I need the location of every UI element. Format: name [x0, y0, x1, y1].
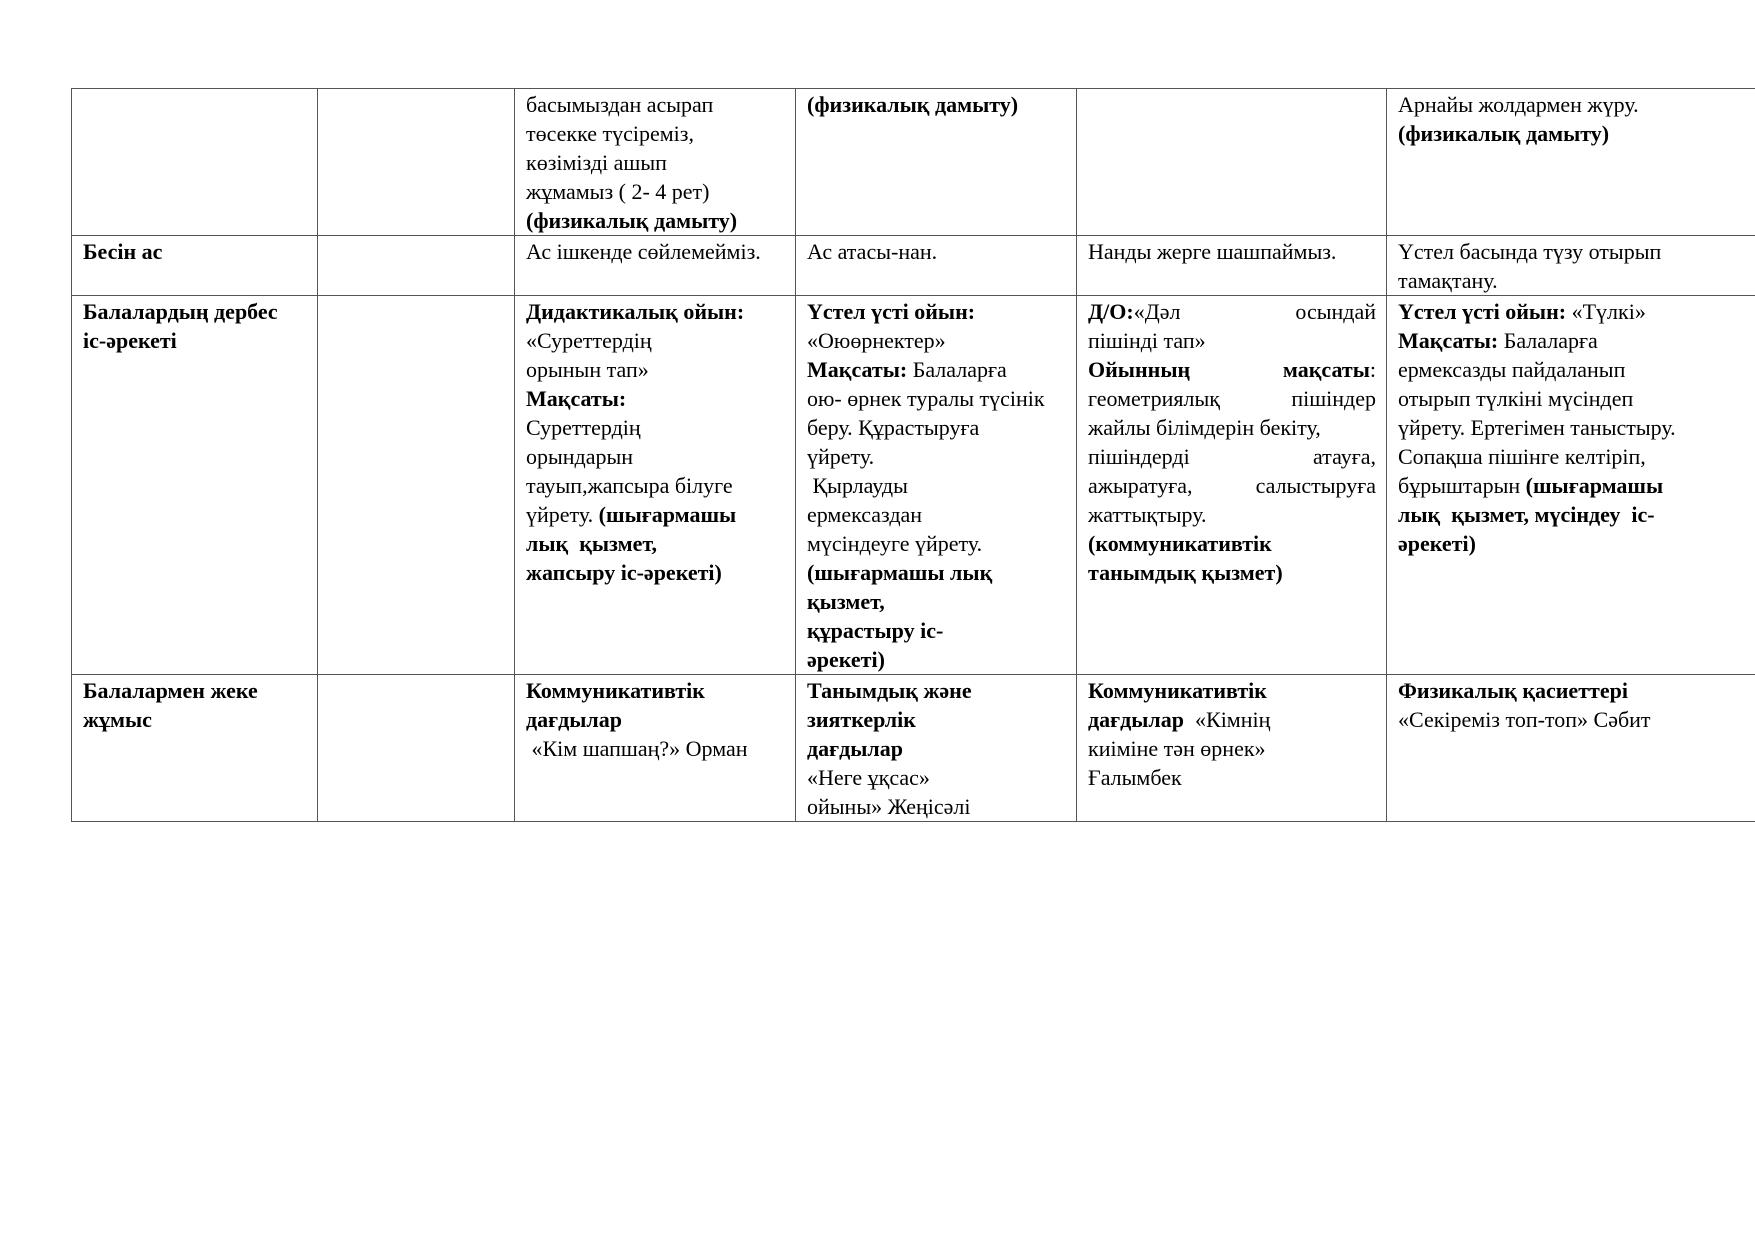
- cell-line: [1088, 297, 1376, 326]
- cell-text: ермексазды пайдаланып: [1398, 357, 1626, 382]
- cell-text: Ғалымбек: [1088, 765, 1182, 790]
- table-cell: [796, 296, 1077, 675]
- cell-bold-text: (физикалық дамыту): [1398, 121, 1610, 146]
- cell-text: көзімізді ашып: [526, 150, 667, 175]
- row-label-text: іс-әрекеті: [83, 328, 177, 353]
- cell-text: орындарын: [526, 444, 634, 469]
- cell-line: [1088, 355, 1376, 384]
- table-cell: Ас атасы-нан.: [796, 236, 1077, 296]
- table-row: [72, 236, 1755, 296]
- cell-line: [1088, 384, 1376, 413]
- cell-text: Қырлауды: [807, 473, 908, 498]
- cell-text: салыстыруға: [1255, 473, 1376, 498]
- cell-text: жұмамыз ( 2- 4 рет): [526, 179, 710, 204]
- table-cell: [515, 675, 796, 822]
- cell-text: жаттықтыру.: [1088, 502, 1207, 527]
- cell-line: [1398, 297, 1751, 326]
- table-cell: [1387, 675, 1755, 822]
- cell-heading: Үстел үсті ойын:: [1398, 299, 1567, 324]
- cell-text: пішіндерді: [1088, 444, 1190, 469]
- schedule-table: [71, 88, 1755, 822]
- table-cell: [1077, 296, 1387, 675]
- table-cell: Нанды жерге шашпаймыз.: [1077, 236, 1387, 296]
- cell-text: орынын тап»: [526, 357, 649, 382]
- goal-label: мақсаты: [1282, 357, 1370, 382]
- cell-text: ойыны» Жеңісәлі: [807, 794, 971, 819]
- cell-text: «Неге ұқсас»: [807, 765, 930, 790]
- cell-bold-text: Танымдық және: [807, 678, 972, 703]
- cell-text: тауып,жапсыра білуге: [526, 473, 733, 498]
- cell-line: [1398, 326, 1751, 355]
- empty-cell: [318, 296, 515, 675]
- table-cell: [1387, 89, 1755, 236]
- cell-text: Арнайы жолдармен жүру.: [1398, 92, 1639, 117]
- cell-bold-text: лық қызмет,: [526, 531, 657, 556]
- cell-bold-text: дағдылар: [526, 707, 623, 732]
- cell-bold-text: (шығармашы лық: [807, 560, 993, 585]
- cell-text: Суреттердің: [526, 415, 641, 440]
- cell-text: Балаларға: [1503, 328, 1598, 353]
- empty-cell: [318, 675, 515, 822]
- cell-text: пішінді тап»: [1088, 328, 1206, 353]
- goal-label: Мақсаты:: [526, 386, 627, 411]
- cell-text: ажыратуға,: [1088, 473, 1193, 498]
- cell-text: киіміне тән өрнек»: [1088, 736, 1266, 761]
- cell-text: Сопақша пішінге келтіріп,: [1398, 444, 1646, 469]
- empty-cell: [318, 236, 515, 296]
- cell-text: :: [1369, 357, 1376, 382]
- cell-heading: Дидактикалық ойын:: [526, 299, 745, 324]
- cell-text: үйрету. Ертегімен таныстыру.: [1398, 415, 1676, 440]
- cell-bold-text: әрекеті): [807, 647, 885, 672]
- cell-text: мүсіндеуге үйрету.: [807, 531, 983, 556]
- cell-bold-text: жапсыру іс-әрекеті): [526, 560, 722, 585]
- cell-heading: Үстел үсті ойын:: [807, 299, 976, 324]
- cell-text: тамақтану.: [1398, 268, 1498, 293]
- cell-text: «Кімнің: [1184, 707, 1271, 732]
- cell-bold-text: дағдылар: [1088, 707, 1185, 732]
- goal-label: Мақсаты:: [807, 357, 913, 382]
- row-label-cell: [72, 296, 318, 675]
- row-label-text: Балалармен жеке: [83, 678, 258, 703]
- cell-line: [1398, 471, 1751, 500]
- cell-bold-text: дағдылар: [807, 736, 904, 761]
- cell-text: үйрету.: [526, 502, 599, 527]
- cell-text: Балаларға: [912, 357, 1007, 382]
- cell-text: «Секіреміз топ-топ» Сәбит: [1398, 707, 1651, 732]
- table-row: [72, 296, 1755, 675]
- cell-text: «Дәл: [1133, 299, 1181, 324]
- table-cell: [796, 89, 1077, 236]
- cell-bold-text: лық қызмет, мүсіндеу іс-: [1398, 502, 1655, 527]
- cell-text: атауға,: [1312, 444, 1376, 469]
- table-cell: [1077, 89, 1387, 236]
- cell-text: отырып түлкіні мүсіндеп: [1398, 386, 1634, 411]
- cell-line: [1088, 705, 1376, 734]
- cell-text: «Кім шапшаң?» Орман: [526, 736, 748, 761]
- cell-text: жайлы білімдерін бекіту,: [1088, 415, 1321, 440]
- cell-text: беру. Құрастыруға: [807, 415, 980, 440]
- cell-text: басымыздан асырап: [526, 92, 714, 117]
- cell-bold-text: (физикалық дамыту): [807, 92, 1019, 117]
- cell-text: пішіндер: [1291, 386, 1376, 411]
- cell-text: ою- өрнек туралы түсінік: [807, 386, 1045, 411]
- cell-text: «Түлкі»: [1566, 299, 1646, 324]
- empty-cell: [318, 89, 515, 236]
- cell-bold-text: (коммуникативтік: [1088, 531, 1272, 556]
- cell-text: ермексаздан: [807, 502, 923, 527]
- table-cell: [1387, 296, 1755, 675]
- table-cell: Ас ішкенде сөйлемейміз.: [515, 236, 796, 296]
- row-label-cell: [72, 89, 318, 236]
- cell-line: [526, 500, 785, 529]
- cell-text: геометриялық: [1088, 386, 1220, 411]
- table-cell: [515, 89, 796, 236]
- cell-text: «Оюөрнектер»: [807, 328, 946, 353]
- cell-text: төсекке түсіреміз,: [526, 121, 694, 146]
- cell-line: [807, 355, 1074, 384]
- cell-heading: Д/О:: [1088, 299, 1134, 324]
- cell-bold-text: Коммуникативтік: [526, 678, 705, 703]
- table-cell: [515, 296, 796, 675]
- table-row: [72, 89, 1755, 236]
- cell-bold-text: зияткерлік: [807, 707, 916, 732]
- cell-text: «Суреттердің: [526, 328, 652, 353]
- row-label-text: Балалардың дербес: [83, 299, 278, 324]
- table-cell: [1077, 675, 1387, 822]
- row-label-cell: [72, 675, 318, 822]
- cell-bold-text: құрастыру іс-: [807, 618, 944, 643]
- cell-text: үйрету.: [807, 444, 875, 469]
- cell-bold-text: танымдық қызмет): [1088, 560, 1283, 585]
- cell-bold-text: Физикалық қасиеттері: [1398, 678, 1628, 703]
- row-label-text: жұмыс: [83, 707, 152, 732]
- cell-text: бұрыштарын: [1398, 473, 1526, 498]
- cell-line: [1088, 442, 1376, 471]
- cell-bold-text: қызмет,: [807, 589, 885, 614]
- goal-label: Мақсаты:: [1398, 328, 1504, 353]
- goal-label: Ойынның: [1088, 357, 1191, 382]
- cell-bold-text: (шығармашы: [598, 502, 737, 527]
- cell-line: [1088, 471, 1376, 500]
- cell-bold-text: (физикалық дамыту): [526, 208, 738, 233]
- table-cell: [1387, 236, 1755, 296]
- table-row: [72, 675, 1755, 822]
- row-label-cell: Бесін ас: [72, 236, 318, 296]
- cell-bold-text: Коммуникативтік: [1088, 678, 1267, 703]
- cell-bold-text: әрекеті): [1398, 531, 1476, 556]
- cell-bold-text: (шығармашы: [1525, 473, 1664, 498]
- table-cell: [796, 675, 1077, 822]
- cell-text: Үстел басында түзу отырып: [1398, 239, 1662, 264]
- cell-text: осындай: [1295, 299, 1376, 324]
